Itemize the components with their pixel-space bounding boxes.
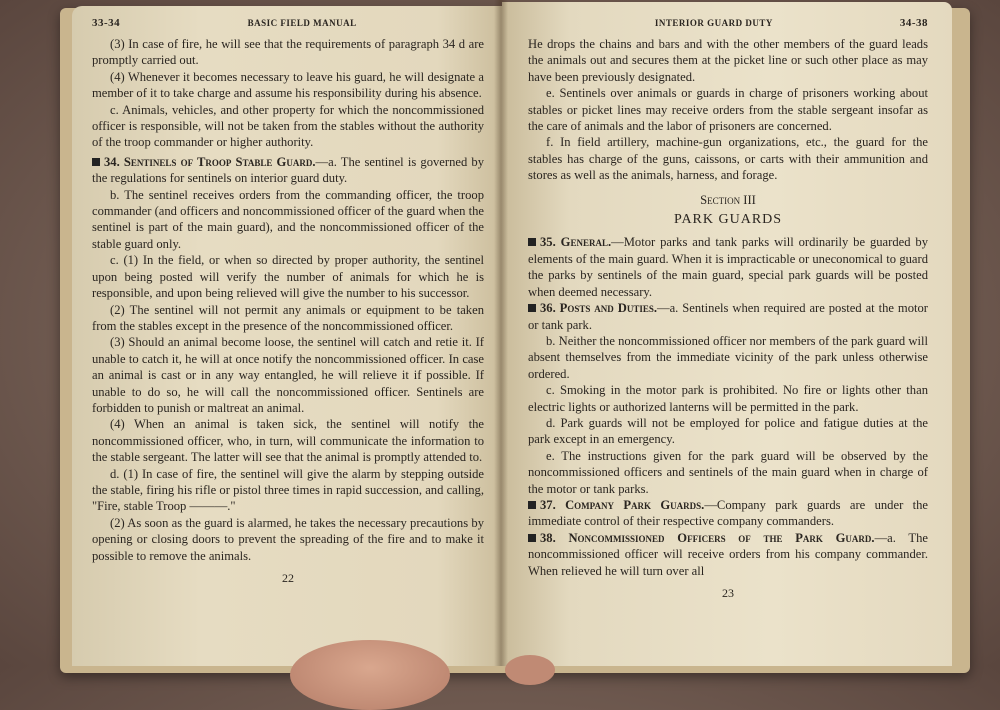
bullet-square-icon xyxy=(528,304,536,312)
paragraph: b. The sentinel receives orders from the commanding officer, the troop commander (and officers and noncommissioned officer of the guard when the sentinel is part of the main guard), and the noncommissioned officer of the stable guard only. xyxy=(92,187,484,251)
paragraph: (2) As soon as the guard is alarmed, he takes the necessary precautions by opening or closing doors to prevent the spreading of the fire and to make it possible to remove the animals. xyxy=(92,515,484,563)
paragraph-text: —a. The noncommissioned officer will receive orders from his company commander. When relieved he will turn over all xyxy=(528,530,928,578)
section-title: PARK GUARDS xyxy=(673,212,783,228)
heading: 38. Noncommissioned Officers of the Park Guard. xyxy=(540,530,875,545)
heading: 34. Sentinels of Troop Stable Guard. xyxy=(104,154,316,169)
paragraph-34 xyxy=(92,154,484,187)
section-label: Section III xyxy=(700,192,756,207)
paragraph: c. Smoking in the motor park is prohibited. No fire or lights other than electric lights or authorized lanterns will be permitted in the park. xyxy=(528,383,928,414)
section-number: 33-34 xyxy=(92,17,121,29)
paragraph: (3) In case of fire, he will see that the requirements of paragraph 34 d are promptly carried out. xyxy=(92,37,484,68)
heading: 36. Posts and Duties. xyxy=(540,301,657,316)
right-page-text xyxy=(528,16,928,601)
paragraph: (4) Whenever it becomes necessary to leave his guard, he will designate a member of it to take charge and assume his responsibility during his absence. xyxy=(92,69,484,101)
paragraph: d. Park guards will not be employed for police and fatigue duties at the park except in an emergency. xyxy=(528,415,928,447)
page-number: 23 xyxy=(722,586,734,600)
bullet-square-icon xyxy=(528,534,536,542)
thumb xyxy=(290,640,450,710)
paragraph: (4) When an animal is taken sick, the sentinel will notify the noncommissioned officer, who, in turn, will communicate the information to the stable sergeant. The latter will see that the animal is promptly attended to. xyxy=(92,417,484,465)
heading: 35. General. xyxy=(540,235,612,250)
bullet-square-icon xyxy=(528,238,536,246)
running-head: BASIC FIELD MANUAL xyxy=(247,18,357,28)
paragraph: c. Animals, vehicles, and other property for which the noncommissioned officer is responsible, will not be taken from the stables without the authority of the troop commander or higher authority. xyxy=(92,102,484,150)
left-page-text xyxy=(92,16,484,586)
bullet-square-icon xyxy=(92,158,100,166)
bullet-square-icon xyxy=(528,501,536,509)
paragraph: c. (1) In the field, or when so directed by proper authority, the sentinel upon being posted will verify the number of animals for which he is responsible, and upon being relieved will give the number to his successor. xyxy=(92,253,484,301)
paragraph: f. In field artillery, machine-gun organizations, etc., the guard for the stables has charge of the guns, caissons, or carts with their ammunition and stores as well as the animals, harness, and forage. xyxy=(528,135,928,183)
page-number: 22 xyxy=(282,571,294,585)
paragraph: e. The instructions given for the park guard will be observed by the noncommissioned officers and sentinels of the main guard when in charge of the motor or tank parks. xyxy=(528,448,928,496)
paragraph-text: —Company park guards are under the immediate control of their respective company commanders. xyxy=(528,497,928,529)
right-page-header xyxy=(528,16,928,30)
paragraph-36 xyxy=(528,300,928,333)
paragraph-text: —Motor parks and tank parks will ordinarily be guarded by elements of the main guard. When it is impracticable or uneconomical to guard the parks by sentinels of the main guard, special park guards will be posted when deemed necessary. xyxy=(528,235,929,299)
left-page-header xyxy=(92,16,484,30)
paragraph: He drops the chains and bars and with the other members of the guard leads the animals out and secures them at the picket line or such other place as may have been previously designated. xyxy=(528,37,928,84)
paragraph: (2) The sentinel will not permit any animals or equipment to be taken from the stables except in the presence of the noncommissioned officer. xyxy=(92,302,484,333)
paragraph-text: —a. The sentinel is governed by the regulations for sentinels on interior guard duty. xyxy=(92,154,485,186)
paragraph: b. Neither the noncommissioned officer nor members of the park guard will absent themselves from the immediate vicinity of the park unless otherwise ordered. xyxy=(528,333,928,381)
paragraph-35 xyxy=(528,234,928,300)
paragraph: (3) Should an animal become loose, the sentinel will catch and retie it. If unable to catch it, he will at once notify the noncommissioned officer. In case an animal is cast or in any way entangled, he will relieve it if possible. If unable to do so, he will call the noncommissioned officer. Sentinels are forbidden to punish or maltreat an animal. xyxy=(92,335,484,415)
finger xyxy=(505,655,555,685)
heading: 37. Company Park Guards. xyxy=(540,497,705,512)
book-gutter xyxy=(494,0,508,666)
section-number: 34-38 xyxy=(899,17,928,29)
running-head: INTERIOR GUARD DUTY xyxy=(654,18,773,28)
paragraph: d. (1) In case of fire, the sentinel will give the alarm by stepping outside the stable, firing his rifle or pistol three times in rapid succession, and calling, "Fire, stable Troop ———." xyxy=(92,466,484,514)
paragraph-37 xyxy=(528,497,928,530)
paragraph-text: —a. Sentinels when required are posted at the motor or tank park. xyxy=(528,301,928,332)
paragraph-38 xyxy=(528,530,928,579)
paragraph: e. Sentinels over animals or guards in charge of prisoners working about stables or picket lines may receive orders from the stable sergeant insofar as the care of animals and the labor of prisoners are concerned. xyxy=(528,86,928,134)
